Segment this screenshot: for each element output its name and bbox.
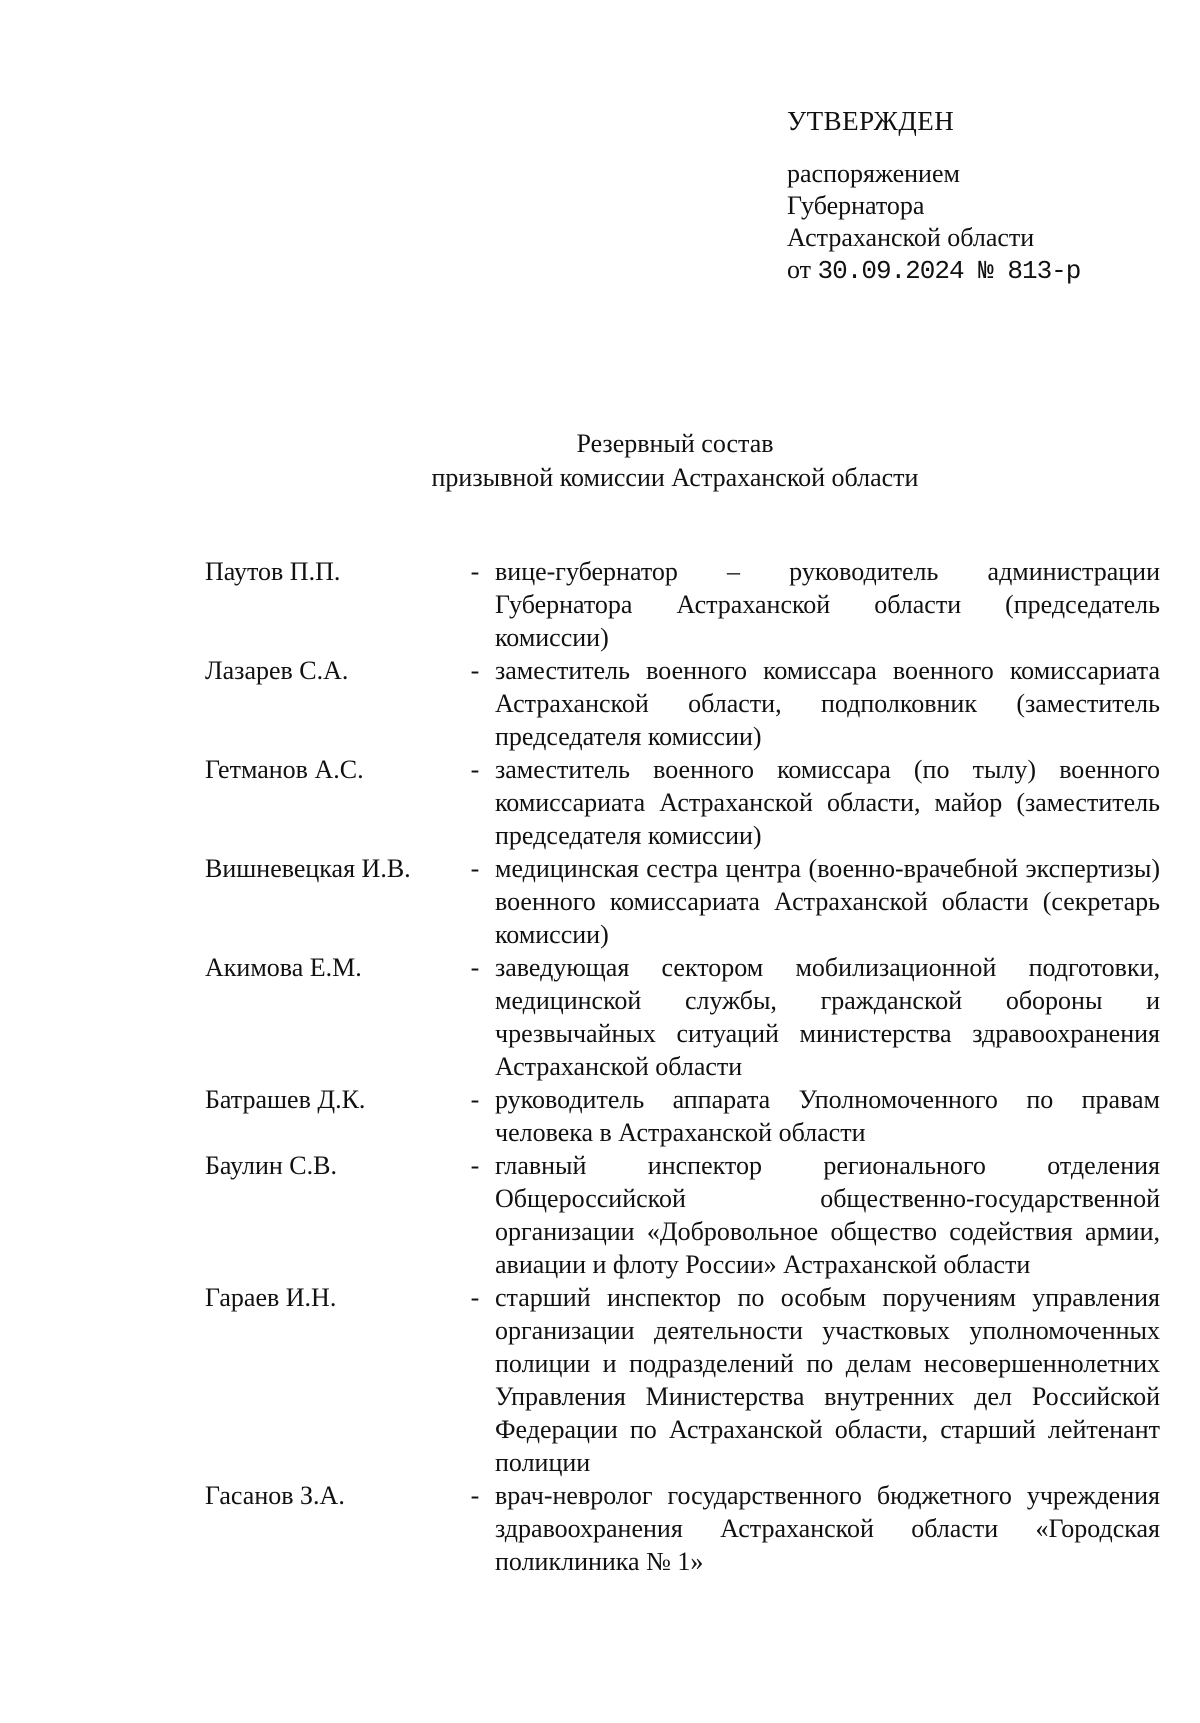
member-dash: - — [470, 854, 480, 883]
approval-block — [787, 100, 1187, 287]
member-name: Гасанов З.А. — [205, 1481, 345, 1510]
member-name: Паутов П.П. — [205, 557, 341, 586]
member-dash: - — [470, 953, 480, 982]
approval-date-prefix: от — [787, 255, 812, 284]
member-name: Акимова Е.М. — [205, 953, 362, 982]
member-dash: - — [470, 1481, 480, 1510]
member-description: вице-губернатор – руководитель администрации Губернатора Астраханской области (председатель комиссии) — [495, 557, 1160, 652]
heading-line-2: призывной комиссии Астраханской области — [431, 463, 919, 492]
member-description: заместитель военного комиссара (по тылу) военного комиссариата Астраханской области, майор (заместитель председателя комиссии) — [495, 755, 1160, 850]
member-description: врач-невролог государственного бюджетного учреждения здравоохранения Астраханской области «Городская поликлиника № 1» — [495, 1481, 1160, 1576]
member-dash: - — [470, 1085, 480, 1114]
member-dash: - — [470, 1151, 480, 1180]
member-row — [205, 1281, 1160, 1479]
member-dash: - — [470, 755, 480, 784]
member-dash: - — [470, 656, 480, 685]
member-name: Вишневецкая И.В. — [205, 854, 411, 883]
approval-line-order: распоряжением — [787, 159, 960, 188]
member-description: заместитель военного комиссара военного комиссариата Астраханской области, подполковник (заместитель председателя комиссии) — [495, 656, 1160, 751]
member-dash: - — [470, 1283, 480, 1312]
member-row — [205, 555, 1160, 654]
member-row — [205, 951, 1160, 1083]
member-dash: - — [470, 557, 480, 586]
member-row — [205, 654, 1160, 753]
member-name: Гетманов А.С. — [205, 755, 364, 784]
member-row — [205, 753, 1160, 852]
member-description: медицинская сестра центра (военно-врачебной экспертизы) военного комиссариата Астраханской области (секретарь комиссии) — [495, 854, 1160, 949]
approval-date-value: 30.09.2024 № 813-р — [817, 256, 1081, 286]
approval-title: УТВЕРЖДЕН — [787, 106, 955, 136]
member-row — [205, 1479, 1160, 1578]
member-name: Гараев И.Н. — [205, 1283, 337, 1312]
members-list — [205, 555, 1160, 1578]
document-heading — [0, 427, 1200, 495]
member-name: Лазарев С.А. — [205, 656, 349, 685]
member-row — [205, 852, 1160, 951]
member-description: руководитель аппарата Уполномоченного по правам человека в Астраханской области — [495, 1085, 1160, 1147]
member-description: главный инспектор регионального отделения Общероссийской общественно-государственной организации «Добровольное общество содействия армии, авиации и флоту России» Астраханской области — [495, 1151, 1160, 1279]
approval-line-region: Астраханской области — [787, 223, 1035, 252]
member-description: старший инспектор по особым поручениям управления организации деятельности участковых уполномоченных полиции и подразделений по делам несовершеннолетних Управления Министерства внутренних дел Российской Федерации по Астраханской области, старший лейтенант полиции — [495, 1283, 1160, 1477]
member-description: заведующая сектором мобилизационной подготовки, медицинской службы, гражданской обороны и чрезвычайных ситуаций министерства здравоохранения Астраханской области — [495, 953, 1160, 1081]
member-name: Баулин С.В. — [205, 1151, 337, 1180]
member-row — [205, 1083, 1160, 1149]
heading-line-1: Резервный состав — [576, 429, 774, 458]
member-row — [205, 1149, 1160, 1281]
member-name: Батрашев Д.К. — [205, 1085, 366, 1114]
approval-date-line — [787, 254, 1187, 287]
approval-line-governor: Губернатора — [787, 191, 925, 220]
